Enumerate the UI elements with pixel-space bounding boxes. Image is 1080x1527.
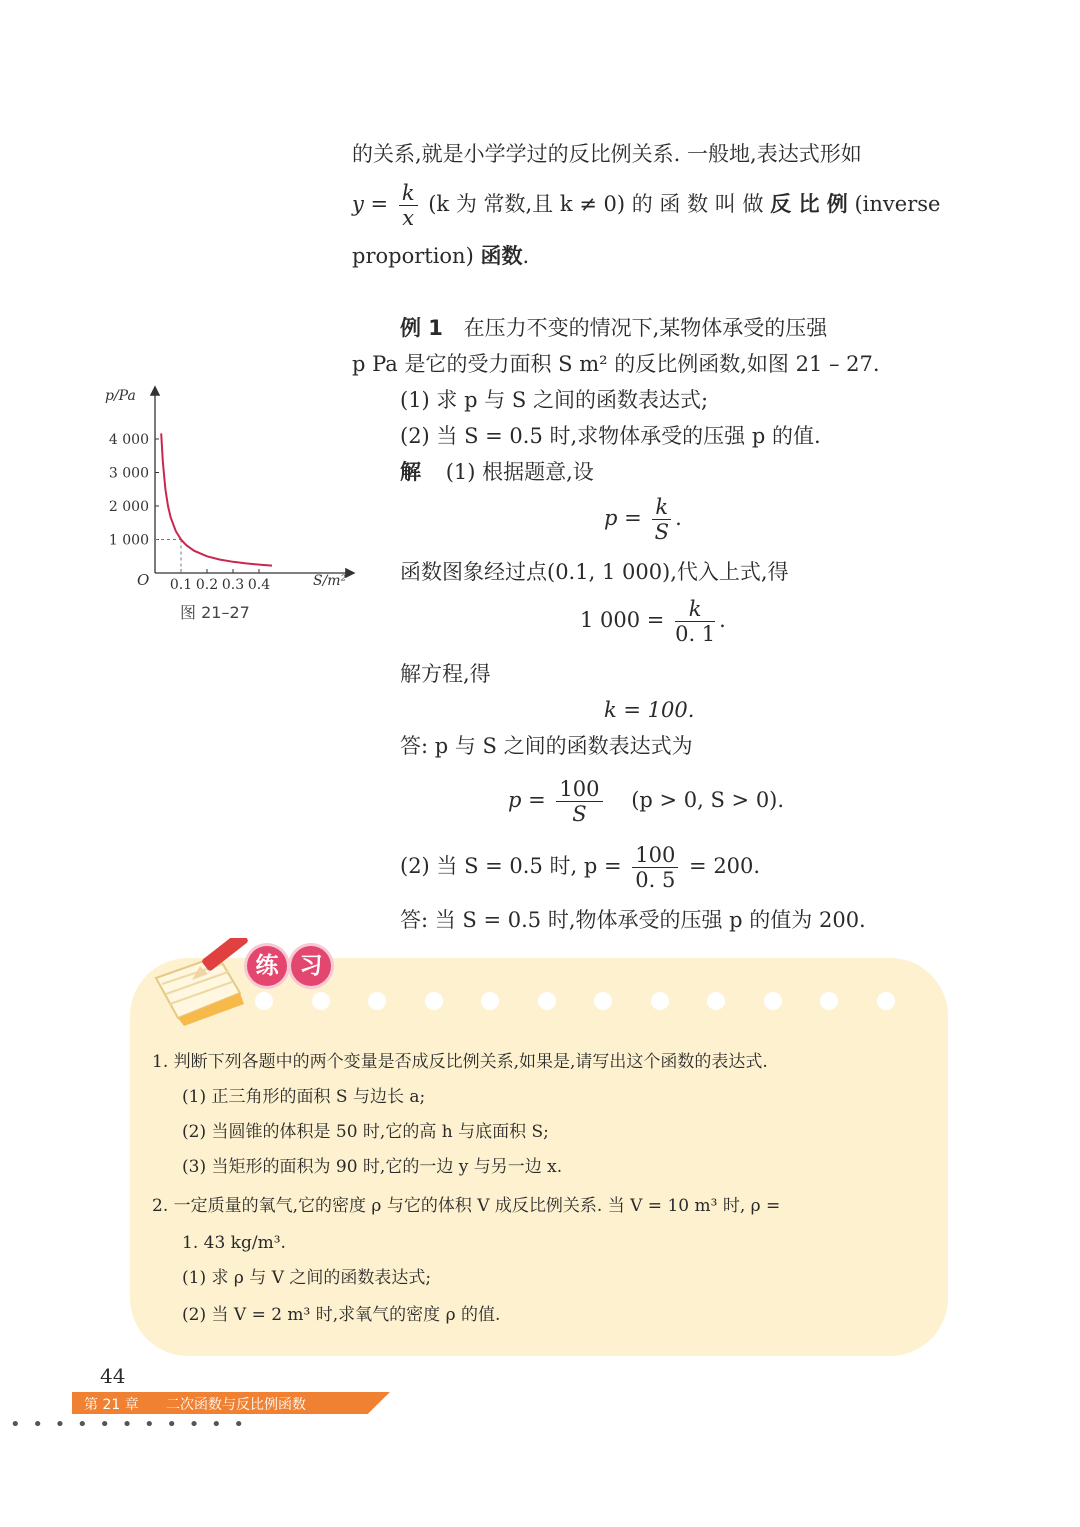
- solution-label: 解: [400, 460, 421, 484]
- def-tail: (inverse: [854, 192, 941, 216]
- example-label: 例 1: [400, 316, 443, 340]
- x-tick-label: 0.2: [195, 577, 219, 593]
- x-tick-label: 0.1: [169, 577, 193, 593]
- exercise-item-2-2: (2) 当 V = 2 m³ 时,求氧气的密度 ρ 的值.: [182, 1305, 501, 1325]
- figure-caption: 图 21–27: [180, 603, 250, 622]
- page-number: 44: [100, 1364, 126, 1388]
- pencil-paper-icon: [148, 938, 258, 1028]
- eq4-condition: (p > 0, S > 0).: [631, 788, 785, 812]
- example-text-2: p Pa 是它的受力面积 S m² 的反比例函数,如图 21 – 27.: [352, 352, 880, 376]
- origin-label: O: [137, 571, 150, 589]
- inverse-proportion-chart: [95, 380, 365, 595]
- definition-line: [352, 180, 940, 230]
- question-1: (1) 求 p 与 S 之间的函数表达式;: [400, 388, 709, 412]
- answer-2: 答: 当 S = 0.5 时,物体承受的压强 p 的值为 200.: [400, 908, 866, 932]
- part-2-line: [400, 842, 760, 892]
- exercise-item-2-cont: 1. 43 kg/m³.: [182, 1233, 286, 1253]
- chapter-title: 二次函数与反比例函数: [166, 1397, 306, 1413]
- inverse-curve: [161, 433, 272, 565]
- term-inverse-proportion: 反 比 例: [770, 192, 848, 216]
- intro-line-1: 的关系,就是小学学过的反比例关系. 一般地,表达式形如: [352, 142, 862, 166]
- exercise-title-char-2: 习: [291, 946, 331, 986]
- def-middle: (k 为 常数,且 k ≠ 0) 的 函 数 叫 做: [428, 192, 764, 216]
- equation-3: k = 100.: [604, 698, 695, 722]
- def-fraction: [399, 181, 418, 230]
- y-tick-label: 3 000: [108, 465, 149, 482]
- chapter-label: 第 21 章: [84, 1397, 139, 1413]
- equation-4: [508, 776, 784, 826]
- part2-den: 0. 5: [635, 868, 676, 892]
- solution-part-1: (1) 根据题意,设: [445, 460, 594, 484]
- y-tick-label: 1 000: [108, 532, 149, 549]
- exercise-item-1: 1. 判断下列各题中的两个变量是否成反比例关系,如果是,请写出这个函数的表达式.: [152, 1052, 768, 1072]
- x-tick-label: 0.4: [247, 577, 271, 593]
- eq4-den: S: [572, 802, 587, 826]
- example-text-1: 在压力不变的情况下,某物体承受的压强: [463, 316, 828, 340]
- eq4-fraction: [556, 777, 602, 826]
- exercise-item-2: 2. 一定质量的氧气,它的密度 ρ 与它的体积 V 成反比例关系. 当 V = 10 m³ 时, ρ =: [152, 1196, 781, 1216]
- exercise-item-2-1: (1) 求 ρ 与 V 之间的函数表达式;: [182, 1268, 432, 1288]
- exercise-title-char-1: 练: [247, 946, 287, 986]
- def-frac-num: k: [399, 181, 418, 206]
- footer-dots: • • • • • • • • • • •: [10, 1414, 248, 1435]
- y-tick-label: 2 000: [108, 499, 149, 515]
- def-lhs: y =: [352, 192, 395, 216]
- eq4-num: 100: [556, 777, 602, 802]
- y-tick-label: 4 000: [108, 432, 149, 448]
- eq2-lhs: 1 000 =: [580, 608, 665, 632]
- exercise-item-1-2: (2) 当圆锥的体积是 50 时,它的高 h 与底面积 S;: [182, 1122, 549, 1142]
- term-function: 函数: [480, 244, 523, 268]
- eq2-den: 0. 1: [675, 622, 716, 646]
- example-header: [400, 314, 827, 342]
- eq1-fraction: [652, 495, 671, 544]
- solution-line: [400, 458, 594, 486]
- dot-row: [255, 992, 895, 1010]
- part2-num: 100: [632, 843, 678, 868]
- eq1-lhs: p =: [604, 506, 642, 530]
- part2-fraction: [632, 843, 678, 892]
- part2-result: = 200.: [689, 854, 761, 878]
- equation-1: p = $\frac{k}{S}$ .: [604, 495, 682, 544]
- x-axis-label: S/m²: [313, 573, 347, 589]
- eq2-num: k: [675, 597, 715, 622]
- english-term: proportion): [352, 244, 474, 268]
- eq2-fraction: [675, 597, 715, 646]
- eq1-den: S: [654, 520, 669, 544]
- intro-line-3: [352, 242, 529, 270]
- def-frac-den: x: [402, 206, 415, 230]
- eq4-lhs: p =: [508, 788, 546, 812]
- period: .: [522, 244, 530, 268]
- question-2: (2) 当 S = 0.5 时,求物体承受的压强 p 的值.: [400, 424, 821, 448]
- exercise-item-1-1: (1) 正三角形的面积 S 与边长 a;: [182, 1087, 426, 1107]
- x-tick-label: 0.3: [221, 577, 245, 593]
- part2-lhs: (2) 当 S = 0.5 时, p =: [400, 854, 622, 878]
- equation-2: 1 000 = $\frac{k}{0. 1}$ .: [580, 597, 726, 646]
- answer-1: 答: p 与 S 之间的函数表达式为: [400, 734, 693, 758]
- y-axis-label: p/Pa: [105, 388, 136, 404]
- eq1-num: k: [652, 495, 671, 520]
- solve-equation-text: 解方程,得: [400, 662, 491, 686]
- passes-through-text: 函数图象经过点(0.1, 1 000),代入上式,得: [400, 560, 789, 584]
- exercise-item-1-3: (3) 当矩形的面积为 90 时,它的一边 y 与另一边 x.: [182, 1157, 563, 1177]
